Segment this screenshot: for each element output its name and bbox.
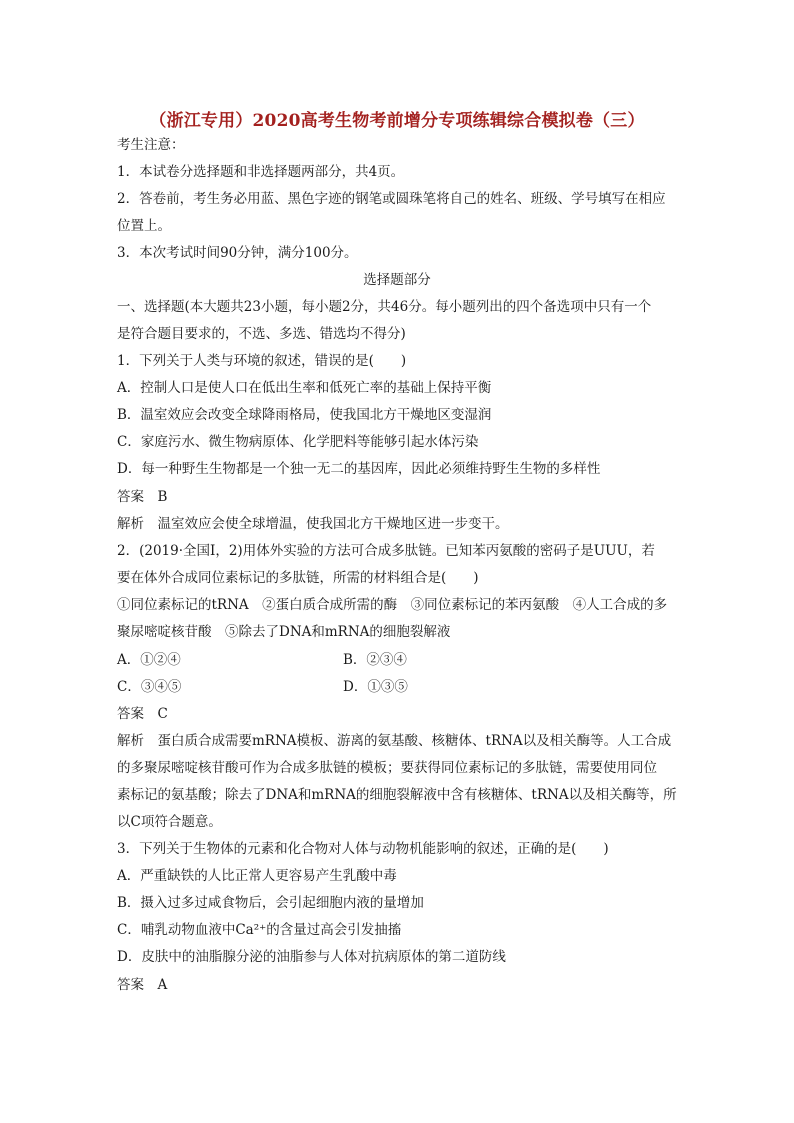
question-2-stem: ①同位素标记的tRNA ②蛋白质合成所需的酶 ③同位素标记的苯丙氨酸 ④人工合成的多: [117, 597, 668, 613]
notice-item: 2．答卷前，考生务必用蓝、黑色字迹的钢笔或圆珠笔将自己的姓名、班级、学号填写在相应: [117, 191, 666, 207]
question-1-stem: 1．下列关于人类与环境的叙述，错误的是( ): [117, 353, 407, 369]
question-2-analysis: 解析 蛋白质合成需要mRNA模板、游离的氨基酸、核糖体、tRNA以及相关酶等。人工合成: [117, 733, 672, 749]
notice-item: 位置上。: [117, 218, 171, 234]
notice-item: 1．本试卷分选择题和非选择题两部分，共4页。: [117, 164, 405, 180]
section-title: 选择题部分: [363, 272, 431, 288]
question-2-option-d: D．①③⑤: [343, 679, 408, 695]
question-2-option-a: A．①②④: [117, 652, 181, 668]
question-1-option-a: A．控制人口是使人口在低出生率和低死亡率的基础上保持平衡: [117, 380, 492, 396]
question-3-stem: 3．下列关于生物体的元素和化合物对人体与动物机能影响的叙述，正确的是( ): [117, 841, 609, 857]
question-2-analysis: 以C项符合题意。: [117, 814, 222, 830]
question-3-option-c: C．哺乳动物血液中Ca²⁺的含量过高会引发抽搐: [117, 922, 402, 938]
question-2-stem: 要在体外合成同位素标记的多肽链，所需的材料组合是( ): [117, 570, 479, 586]
question-2-option-b: B．②③④: [343, 652, 407, 668]
notice-item: 3．本次考试时间90分钟，满分100分。: [117, 245, 358, 261]
instructions-line: 一、选择题(本大题共23小题，每小题2分，共46分。每小题列出的四个备选项中只有一个: [117, 299, 652, 315]
question-1-analysis: 解析 温室效应会使全球增温，使我国北方干燥地区进一步变干。: [117, 516, 509, 532]
question-1-option-d: D．每一种野生生物都是一个独一无二的基因库，因此必须维持野生生物的多样性: [117, 461, 601, 477]
question-3-option-b: B．摄入过多过咸食物后，会引起细胞内液的量增加: [117, 895, 424, 911]
question-1-option-c: C．家庭污水、微生物病原体、化学肥料等能够引起水体污染: [117, 434, 479, 450]
document-title: （浙江专用）2020高考生物考前增分专项练辑综合模拟卷（三）: [149, 111, 645, 131]
question-2-option-c: C．③④⑤: [117, 679, 182, 695]
question-3-answer: 答案 A: [117, 977, 168, 993]
question-3-option-d: D．皮肤中的油脂腺分泌的油脂参与人体对抗病原体的第二道防线: [117, 949, 506, 965]
instructions-line: 是符合题目要求的，不选、多选、错选均不得分): [117, 326, 406, 342]
question-2-analysis: 的多聚尿嘧啶核苷酸可作为合成多肽链的模板；要获得同位素标记的多肽链，需要使用同位: [117, 760, 657, 776]
question-1-answer: 答案 B: [117, 489, 168, 505]
notice-heading: 考生注意：: [117, 137, 185, 153]
question-2-stem: 2．(2019·全国Ⅰ，2)用体外实验的方法可合成多肽链。已知苯丙氨酸的密码子是UUU，若: [117, 543, 655, 559]
question-3-option-a: A．严重缺铁的人比正常人更容易产生乳酸中毒: [117, 868, 397, 884]
question-2-analysis: 素标记的氨基酸；除去了DNA和mRNA的细胞裂解液中含有核糖体、tRNA以及相关酶等，所: [117, 787, 677, 803]
question-2-stem: 聚尿嘧啶核苷酸 ⑤除去了DNA和mRNA的细胞裂解液: [117, 624, 451, 640]
question-2-answer: 答案 C: [117, 706, 168, 722]
question-1-option-b: B．温室效应会改变全球降雨格局，使我国北方干燥地区变湿润: [117, 407, 492, 423]
